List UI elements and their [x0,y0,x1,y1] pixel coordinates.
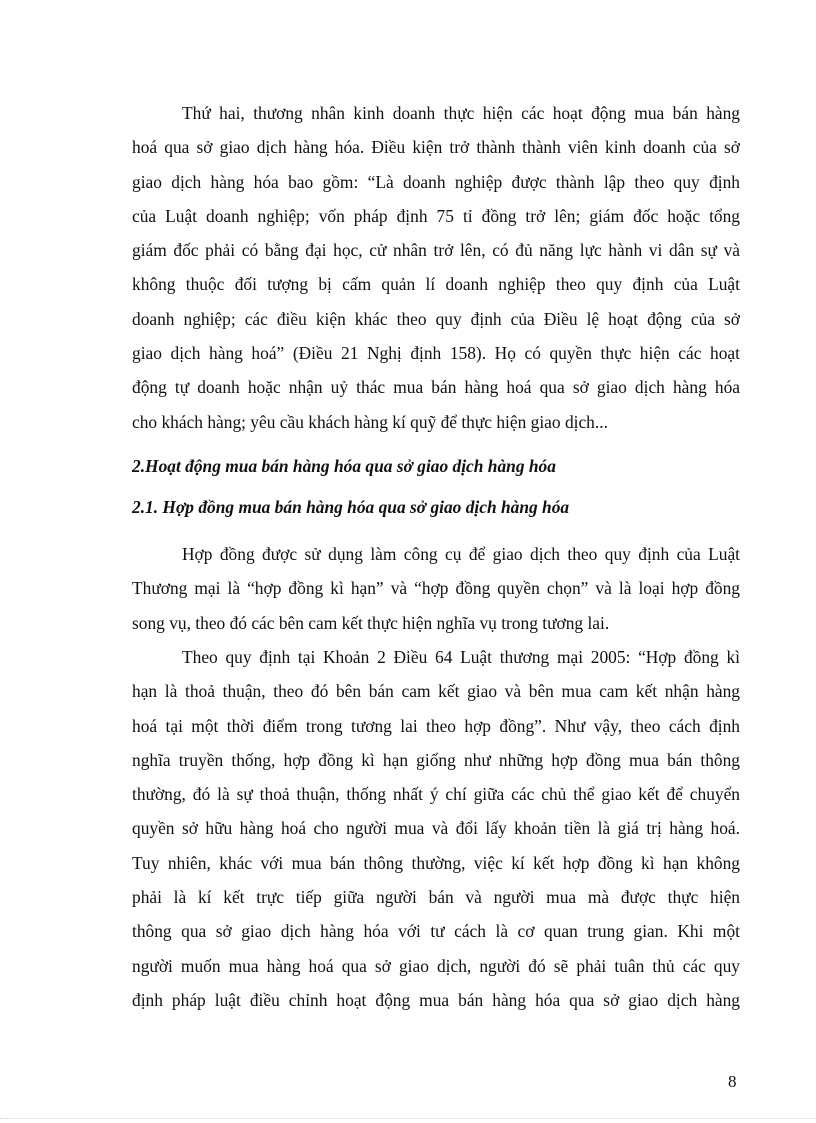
section-heading-2: 2.Hoạt động mua bán hàng hóa qua sở giao dịch hàng hóa [132,456,556,476]
paragraph-line: giám đốc phải có bằng đại học, cử nhân trở lên, có đủ năng lực hành vi dân sự và [132,240,740,261]
paragraph-line: giao dịch hàng hóa bao gồm: “Là doanh nghiệp được thành lập theo quy định [132,171,740,192]
paragraph-line: hạn là thoả thuận, theo đó bên bán cam kết giao và bên mua cam kết nhận hàng [132,681,740,702]
paragraph-line: doanh nghiệp; các điều kiện khác theo quy định của Điều lệ hoạt động của sở [132,308,740,329]
page-number: 8 [728,1072,737,1091]
paragraph-line: người muốn mua hàng hoá qua sở giao dịch, người đó sẽ phải tuân thủ các quy [132,955,740,976]
paragraph-theo-quy-dinh [132,640,740,1017]
page-bottom-divider [0,1118,816,1119]
paragraph-line: song vụ, theo đó các bên cam kết thực hiện nghĩa vụ trong tương lai. [132,612,610,633]
paragraph-line: hoá tại một thời điểm trong tương lai theo hợp đồng”. Như vậy, theo cách định [132,715,740,736]
paragraph-line: của Luật doanh nghiệp; vốn pháp định 75 tỉ đồng trở lên; giám đốc hoặc tổng [132,205,740,226]
paragraph-line: nghĩa truyền thống, hợp đồng kì hạn giống như những hợp đồng mua bán thông [132,749,740,770]
paragraph-hop-dong [132,537,740,640]
paragraph-line: thường, đó là sự thoả thuận, thống nhất ý chí giữa các chủ thể giao kết để chuyển [132,784,740,805]
paragraph-line: Tuy nhiên, khác với mua bán thông thường, việc kí kết hợp đồng kì hạn không [132,852,740,873]
paragraph-line: hoá qua sở giao dịch hàng hóa. Điều kiện trở thành thành viên kinh doanh của sở [132,137,740,158]
paragraph-line: cho khách hàng; yêu cầu khách hàng kí quỹ để thực hiện giao dịch... [132,411,608,432]
paragraph-line: Thương mại là “hợp đồng kì hạn” và “hợp đồng quyền chọn” và là loại hợp đồng [132,578,740,599]
paragraph-line: thông qua sở giao dịch hàng hóa với tư cách là cơ quan trung gian. Khi một [132,921,740,942]
paragraph-line: giao dịch hàng hoá” (Điều 21 Nghị định 158). Họ có quyền thực hiện các hoạt [132,343,740,364]
paragraph-line: quyền sở hữu hàng hoá cho người mua và đổi lấy khoản tiền là giá trị hàng hoá. [132,818,740,839]
paragraph-line: Hợp đồng được sử dụng làm công cụ để giao dịch theo quy định của Luật [182,544,740,564]
paragraph-line: động tự doanh hoặc nhận uỷ thác mua bán hàng hoá qua sở giao dịch hàng hóa [132,377,740,398]
paragraph-thu-hai [132,96,740,439]
paragraph-line: phải là kí kết trực tiếp giữa người bán và người mua mà được thực hiện [132,887,740,908]
paragraph-line: Theo quy định tại Khoản 2 Điều 64 Luật thương mại 2005: “Hợp đồng kì [182,647,740,667]
paragraph-line: Thứ hai, thương nhân kinh doanh thực hiện các hoạt động mua bán hàng [182,103,740,123]
paragraph-line: định pháp luật điều chỉnh hoạt động mua bán hàng hóa qua sở giao dịch hàng [132,989,740,1010]
section-heading-2-1: 2.1. Hợp đồng mua bán hàng hóa qua sở giao dịch hàng hóa [132,497,570,517]
paragraph-line: không thuộc đối tượng bị cấm quản lí doanh nghiệp theo quy định của Luật [132,274,740,295]
